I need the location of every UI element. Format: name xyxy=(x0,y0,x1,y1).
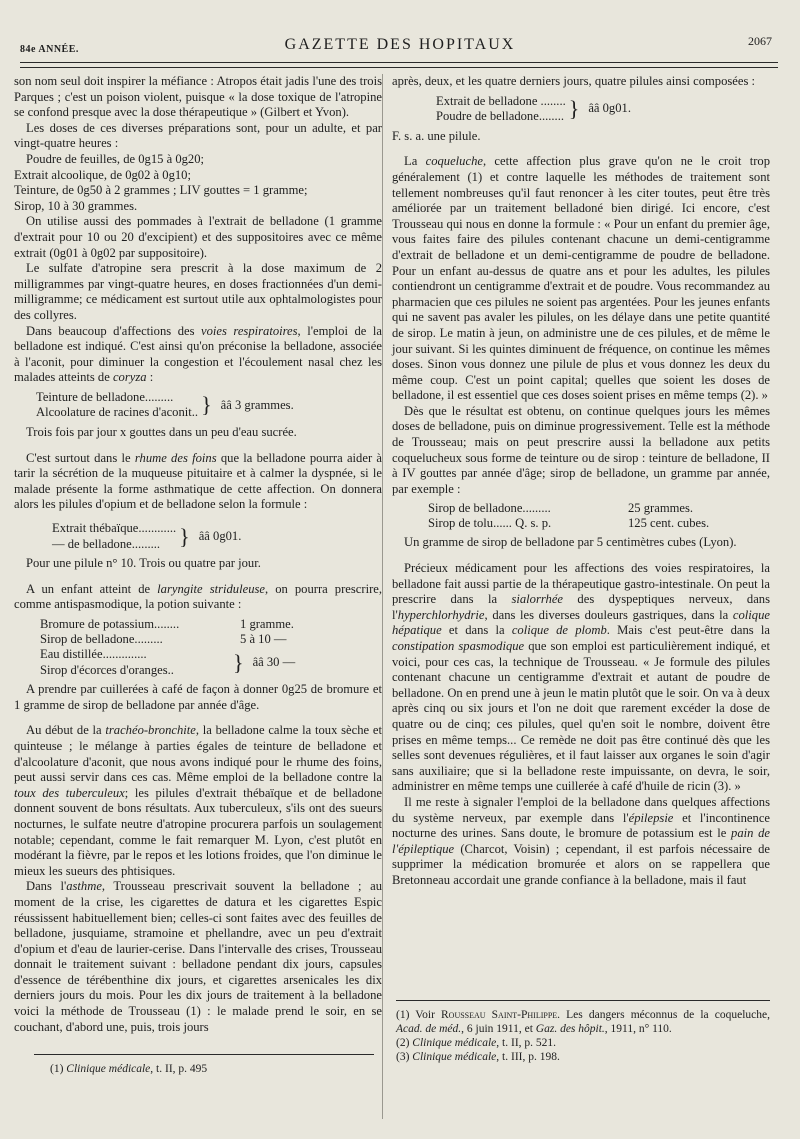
formula-quantity: ââ 0g01. xyxy=(588,101,631,116)
paragraph: Le sulfate d'atropine sera prescrit à la dose maximum de 2 milligrammes par vingt-quatre heures, en doses fractionnées d'un demi-milligramme; ce médicament est surtout utile aux ophtalmologistes pour des collyres. xyxy=(14,261,382,322)
journal-title: GAZETTE DES HOPITAUX xyxy=(284,36,516,53)
paragraph: A un enfant atteint de laryngite striduleuse, on pourra prescrire, comme antispasmodique, la potion suivante : xyxy=(14,581,382,612)
formula-ingredient: — de belladone......... xyxy=(52,536,161,551)
footnote-rule xyxy=(396,1000,770,1001)
formula-quantity: ââ 0g01. xyxy=(198,528,242,543)
formula-ingredient: Sirop de belladone......... xyxy=(40,631,163,646)
footnote-rule xyxy=(34,1054,374,1055)
volume-label: 84e ANNÉE. xyxy=(20,44,79,55)
formula-quantity: ââ 30 — xyxy=(252,654,296,669)
paragraph: Trois fois par jour x gouttes dans un peu d'eau sucrée. xyxy=(26,425,297,440)
paragraph: Dès que le résultat est obtenu, on continue quelques jours les mêmes doses de belladone, puis on diminue progressivement. Telle est la méthode de Trousseau; mais on peut prescrire aussi la belladone aux petits coquelucheux sous forme de teinture ou de sirop : teinture de belladone, II à IV gouttes par année d'âge; sirop de belladone, un gramme par année, par exemple : xyxy=(392,403,770,496)
paragraph: après, deux, et les quatre derniers jours, quatre pilules ainsi composées : xyxy=(392,74,756,88)
brace-glyph: } xyxy=(568,96,580,122)
brace-glyph: } xyxy=(179,523,190,549)
header-rule-thin xyxy=(20,67,778,68)
paragraph: Les doses de ces diverses préparations sont, pour un adulte, et par vingt-quatre heures : xyxy=(14,120,382,151)
formula-ingredient: Poudre de belladone........ xyxy=(436,109,565,124)
paragraph: La coqueluche, cette affection plus grave qu'on ne le croit trop généralement (1) et contre laquelle les méthodes de traitement sont tellement nombreuses qu'il faut renoncer à les citer toutes, peut être très améliorée par un traitement belladoné bien dirigé. Ici encore, c'est Trousseau qui nous en donne la formule : « Pour un enfant du premier âge, vous faites faire des pilules contenant chacune un demi-centigramme d'extrait de belladone et un demi-centigramme de poudre de belladone. Pour un enfant au-dessus de quatre ans et pour les adultes, les pilules contiendront un centigramme d'extrait et de poudre. Vous recommandez au pharmacien que ces pilules ne soient pas argentées. Pour les jeunes enfants qui ne savent pas avaler les pilules, on les délaye dans une petite quantité de sirop. Le matin à jeun, on administre une de ces pilules, et de même le jour suivant. Si les quintes diminuent de fréquence, on continue les mêmes doses. Sinon vous donnez une pilule de plus et vous donnez les deux du même coup. C'est un point capital; quelles que soient les doses de belladone, il est essentiel que ces doses soient prises en même temps (2). » xyxy=(392,154,771,403)
prescription-formula xyxy=(52,521,382,552)
footnotes-right xyxy=(396,1008,770,1064)
paragraph: son nom seul doit inspirer la méfiance : Atropos était jadis l'une des trois Parques ; c'est un poison violent, puisque « la dose toxique de l'atropine se confond presque avec la dose thérapeutique » (Gilbert et Yvon). xyxy=(14,74,382,120)
page-number: 2067 xyxy=(748,34,772,48)
paragraph: Il me reste à signaler l'emploi de la belladone dans quelques affections du système nerveux, par exemple dans l'épilepsie et l'incontinence nocturne des urines. Sans doute, le bromure de potassium est le pain de l'épileptique (Charcot, Voisin) ; cependant, il est parfois nécessaire de supprimer la médication bromurée et alors on se rappellera que Bretonneau accordait une grande confiance à la belladone, mais il faut xyxy=(392,794,770,887)
formula-ingredient: Sirop de belladone......... xyxy=(428,501,551,516)
paragraph: F. s. a. une pilule. xyxy=(392,128,481,143)
prescription-formula xyxy=(36,390,382,421)
dose-line: Extrait alcoolique, de 0g02 à 0g10; xyxy=(14,167,191,182)
footnote: (3) Clinique médicale, t. III, p. 198. xyxy=(396,1051,560,1063)
formula-ingredient: Bromure de potassium........ xyxy=(40,616,180,631)
column-divider xyxy=(382,74,383,1119)
brace-glyph: } xyxy=(233,649,244,675)
left-column xyxy=(14,74,382,1035)
formula-quantity: 5 à 10 — xyxy=(240,631,287,646)
footnote: (1) Clinique médicale, t. II, p. 495 xyxy=(50,1063,208,1075)
formula-ingredient: Extrait de belladone ........ xyxy=(436,93,566,108)
prescription-formula xyxy=(40,617,382,678)
paragraph: Dans l'asthme, Trousseau prescrivait souvent la belladone ; au moment de la crise, les cigarettes de datura et les cigarettes Espic réussissent habituellement bien; celles-ci sont faites avec des feuilles de belladone, jusquiame, stramoine et phellandre, avec un peu d'extrait d'opium et d'eau de laurier-cerise. Dans l'intervalle des crises, Trousseau donnait le traitement suivant : belladone pendant dix jours, capsules d'essence de térébenthine dix jours, et cigarettes arsenicales les dix derniers jours du mois. Pour les dix jours de traitement à la belladone voici la méthode de Trousseau (1) : le malade prend le soir, en se couchant, d'abord une, puis, trois jours xyxy=(14,879,382,1034)
header-rule xyxy=(20,62,778,63)
paragraph: On utilise aussi des pommades à l'extrait de belladone (1 gramme d'extrait pour 10 ou 20 d'excipient) et des suppositoires avec ce même extrait (0g01 à 0g02 par suppositoire). xyxy=(14,214,382,260)
dose-line: Teinture, de 0g50 à 2 grammes ; LIV gouttes = 1 gramme; xyxy=(14,183,308,198)
paragraph: Précieux médicament pour les affections des voies respiratoires, la belladone fait aussi partie de la thérapeutique gastro-intestinale. On peut la prescrire dans la sialorrhée des dyspeptiques nerveux, dans l'hyperchlorhydrie, dans les diverses douleurs gastriques, dans la colique hépatique et dans la colique de plomb. Mais c'est peut-être dans la constipation spasmodique que son emploi est particulièrement indiqué, et voici, pour ces cas, la technique de Trousseau. « Je formule des pilules contenant chacune un centigramme d'extrait et autant de poudre de belladone. On en prend une à jeun le matin plutôt que le soir. On va à deux après cinq ou six jours et l'on ne doit que rarement excéder la dose de quatre ou de cinq; ces pilules, quel qu'en soit le nombre, doivent être prises en même temps... Ce remède ne doit pas être continué dès que les selles sont devenues régulières, et il faut laisser aux organes le soin d'agir sans auxiliaire; que si la belladone reste impuissante, on devra, le soir, administrer en même temps une cuillerée à café d'huile de ricin (3). » xyxy=(392,561,771,794)
formula-ingredient: Teinture de belladone......... xyxy=(36,389,174,404)
dose-line: Sirop, 10 à 30 grammes. xyxy=(14,198,138,213)
formula-quantity: 1 gramme. xyxy=(240,616,294,631)
paragraph: Au début de la trachéo-bronchite, la belladone calme la toux sèche et quinteuse ; le mélange à parties égales de teinture de belladone et d'alcoolature d'aconit, que nous avons indiqué pour le rhume des foins, peut aussi servir dans ces cas. Même emploi de la belladone contre la toux des tuberculeux; les pilules d'extrait thébaïque et de belladone donnent souvent de bons résultats. Aux tuberculeux, s'ils ont des sueurs nocturnes, le sulfate neutre d'atropine procurera parfois un soulagement notable; cependant, comme le fait remarquer M. Lyon, c'est plutôt en modérant la fièvre, par le repos et les lotions froides, que l'on diminue le mieux les sueurs des phtisiques. xyxy=(14,723,382,878)
dose-line: Poudre de feuilles, de 0g15 à 0g20; xyxy=(26,151,205,166)
formula-quantity: 25 grammes. xyxy=(628,501,694,516)
formula-ingredient: Alcoolature de racines d'aconit.. xyxy=(36,405,199,420)
formula-quantity: 125 cent. cubes. xyxy=(628,516,710,531)
prescription-formula xyxy=(436,94,770,125)
paragraph: A prendre par cuillerées à café de façon à donner 0g25 de bromure et 1 gramme de sirop de belladone par année d'âge. xyxy=(14,682,382,712)
formula-ingredient: Eau distillée.............. xyxy=(40,647,147,661)
brace-glyph: } xyxy=(201,392,212,418)
footnote: (2) Clinique médicale, t. II, p. 521. xyxy=(396,1037,557,1049)
right-column xyxy=(392,74,770,889)
paragraph: Un gramme de sirop de belladone par 5 centimètres cubes (Lyon). xyxy=(404,535,737,550)
footnote: (1) Voir Rousseau Saint-Philippe. Les dangers méconnus de la coqueluche, Acad. de méd., 6 juin 1911, et Gaz. des hôpit., 1911, n° 110. xyxy=(396,1009,770,1035)
formula-ingredient: Sirop d'écorces d'oranges.. xyxy=(40,662,174,677)
formula-ingredient: Extrait thébaïque............ xyxy=(52,521,177,536)
formula-quantity: ââ 3 grammes. xyxy=(220,397,294,412)
footnotes-left xyxy=(50,1062,370,1076)
paragraph: Pour une pilule n° 10. Trois ou quatre par jour. xyxy=(26,556,261,571)
formula-ingredient: Sirop de tolu...... Q. s. p. xyxy=(428,516,552,531)
prescription-formula xyxy=(428,501,770,531)
paragraph: Dans beaucoup d'affections des voies respiratoires, l'emploi de la belladone est indiqué. C'est ainsi qu'on préconise la belladone, associée à l'aconit, pour diminuer la congestion et l'écoulement nasal chez les malades atteints de coryza : xyxy=(14,323,382,385)
paragraph: C'est surtout dans le rhume des foins que la belladone pourra aider à tarir la sécrétion de la muqueuse pituitaire et à calmer la dyspnée, si le malade présente la forme asthmatique de cette affection. On donnera alors les pilules d'opium et de belladone selon la formule : xyxy=(14,450,382,512)
